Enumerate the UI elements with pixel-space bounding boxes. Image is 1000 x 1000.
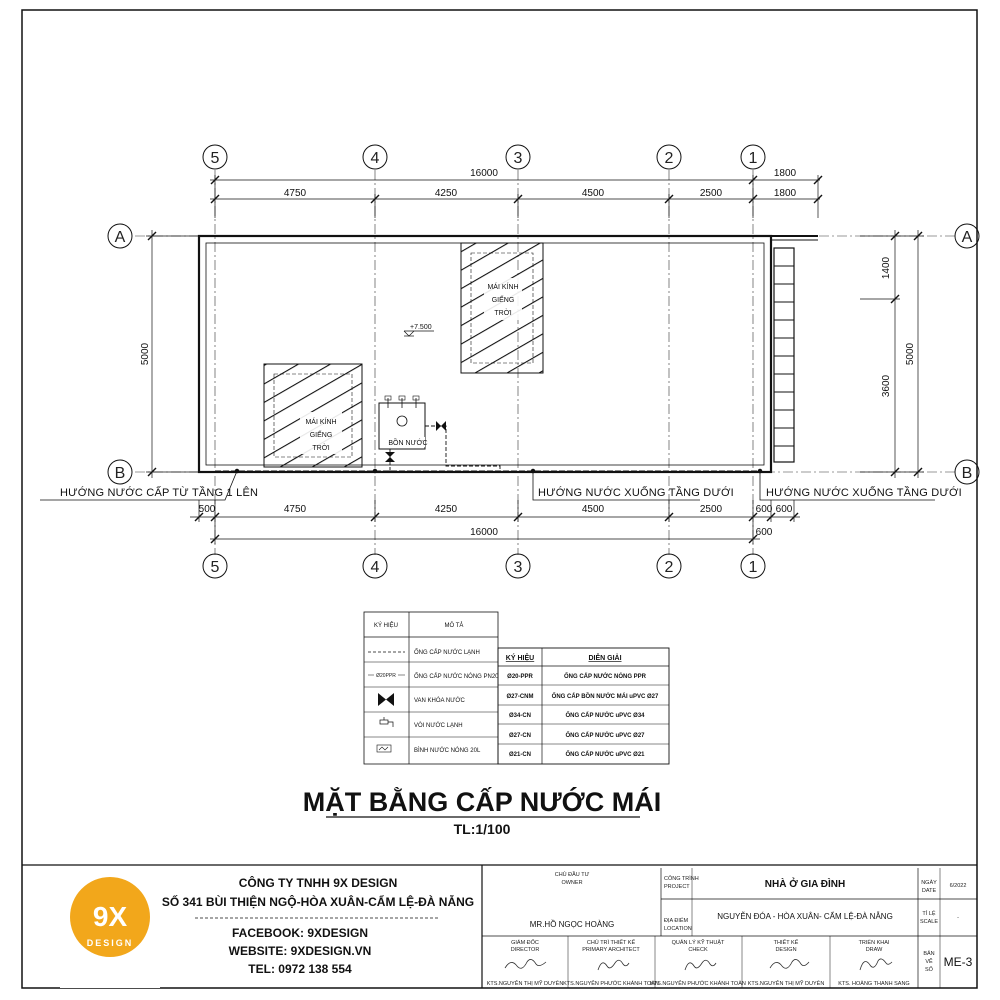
owner-label: CHỦ ĐẦU TƯ	[554, 872, 590, 878]
grid-bubble-4-top	[363, 145, 387, 169]
svg-text:HƯỚNG NƯỚC CẤP TỪ TẦNG 1 LÊN: HƯỚNG NƯỚC CẤP TỪ TẦNG 1 LÊN	[60, 487, 259, 499]
svg-text:3: 3	[513, 150, 523, 167]
grid-bubble-2-bottom	[657, 554, 681, 578]
svg-text:Ø34-CN: Ø34-CN	[508, 713, 532, 719]
svg-text:ỐNG CẤP NƯỚC uPVC Ø27: ỐNG CẤP NƯỚC uPVC Ø27	[565, 733, 645, 739]
location-label: ĐỊA ĐIỂM	[664, 918, 689, 924]
grid-bubble-b-left	[108, 460, 132, 484]
role-cell	[650, 939, 746, 987]
signature	[685, 960, 716, 970]
location-label-en: LOCATION	[664, 926, 692, 932]
svg-text:CHỦ TRÌ THIẾT KẾ: CHỦ TRÌ THIẾT KẾ	[586, 940, 636, 946]
svg-text:1: 1	[748, 559, 758, 576]
svg-text:B: B	[114, 465, 126, 482]
svg-text:A: A	[961, 229, 973, 246]
dim-top-right: 1800	[773, 168, 797, 179]
water-tank	[379, 396, 428, 449]
project-label-en: PROJECT	[664, 884, 690, 890]
svg-text:9X: 9X	[92, 901, 128, 932]
grid-bubble-b-right	[955, 460, 979, 484]
owner-name: MR.HỒ NGỌC HOÀNG	[529, 920, 615, 929]
pipe-header-desc: DIỄN GIẢI	[588, 655, 622, 662]
svg-text:B: B	[961, 465, 973, 482]
dim-bottom-seg: 600	[755, 504, 773, 515]
sheet-border	[22, 10, 977, 988]
svg-text:ỐNG CẤP NƯỚC uPVC Ø34: ỐNG CẤP NƯỚC uPVC Ø34	[565, 713, 645, 719]
svg-text:MÁI KÍNH: MÁI KÍNH	[305, 419, 337, 426]
project-label: CÔNG TRÌNH	[664, 876, 699, 882]
dim-top-total: 16000	[470, 168, 498, 179]
svg-text:TRỜI: TRỜI	[494, 310, 512, 317]
date-value: 6/2022	[949, 883, 967, 889]
sheet-label: VẼ	[925, 959, 933, 965]
svg-text:KTS. HOÀNG THANH SANG: KTS. HOÀNG THANH SANG	[838, 981, 910, 987]
svg-text:+7.500: +7.500	[410, 324, 432, 331]
svg-text:BÌNH NƯỚC NÓNG 20L: BÌNH NƯỚC NÓNG 20L	[414, 748, 481, 754]
dim-top-seg: 4250	[434, 188, 458, 199]
signature	[770, 959, 809, 968]
svg-text:Ø20-PPR: Ø20-PPR	[507, 674, 533, 680]
svg-text:BỒN NƯỚC: BỒN NƯỚC	[388, 440, 428, 447]
role-cell	[563, 939, 659, 987]
company-name: CÔNG TY TNHH 9X DESIGN	[238, 876, 398, 890]
skylight-lower	[264, 364, 362, 467]
flow-arrow-mid	[533, 471, 734, 500]
scale-label: TỈ LỆ	[922, 911, 936, 917]
dim-bottom-seg: 4750	[283, 504, 307, 515]
svg-text:Ø21-CN: Ø21-CN	[508, 752, 532, 758]
svg-text:5: 5	[210, 559, 220, 576]
dim-right-upper: 1400	[881, 256, 892, 280]
drawing-scale: TL:1/100	[453, 821, 511, 837]
elevation-mark	[404, 324, 434, 336]
svg-text:HƯỚNG NƯỚC XUỐNG TẦNG DƯỚI: HƯỚNG NƯỚC XUỐNG TẦNG DƯỚI	[538, 487, 734, 499]
grid-bubbles-bottom	[203, 554, 765, 578]
flow-arrow-right	[760, 471, 962, 500]
svg-text:4: 4	[370, 559, 380, 576]
grid-bubble-3-top	[506, 145, 530, 169]
svg-text:VÒI NƯỚC LẠNH: VÒI NƯỚC LẠNH	[414, 723, 463, 729]
svg-text:PRIMARY ARCHITECT: PRIMARY ARCHITECT	[582, 947, 640, 953]
dim-top-seg: 4500	[581, 188, 605, 199]
hot-pipe-symbol: Ø20PPR	[376, 673, 396, 679]
svg-text:GIÁM ĐỐC: GIÁM ĐỐC	[511, 940, 539, 946]
valve-icon	[378, 693, 394, 706]
svg-text:3: 3	[513, 559, 523, 576]
company-facebook: FACEBOOK: 9XDESIGN	[231, 926, 369, 940]
company-phone: TEL: 0972 138 554	[248, 962, 352, 976]
dim-right-lower: 3600	[881, 374, 892, 398]
dim-bottom-seg: 600	[775, 504, 793, 515]
dim-top-seg: 2500	[699, 188, 723, 199]
dim-right-total: 5000	[905, 342, 916, 366]
svg-text:GIẾNG: GIẾNG	[491, 297, 515, 304]
dim-bottom-seg: 500	[198, 504, 216, 515]
pipe-header-symbol: KÝ HIỆU	[505, 655, 535, 662]
svg-text:DESIGN: DESIGN	[86, 938, 134, 948]
valve-icon	[436, 421, 446, 431]
role-cell	[838, 939, 909, 987]
dim-bottom-total: 16000	[470, 527, 498, 538]
grid-bubble-1-top	[741, 145, 765, 169]
svg-text:2: 2	[664, 559, 674, 576]
dim-bottom-seg: 4500	[581, 504, 605, 515]
svg-text:A: A	[114, 229, 126, 246]
svg-text:TRIỂN KHAI: TRIỂN KHAI	[858, 940, 890, 946]
svg-text:4: 4	[370, 150, 380, 167]
svg-text:KTS.NGUYỄN THỊ MỸ DUYÊN: KTS.NGUYỄN THỊ MỸ DUYÊN	[747, 981, 825, 987]
role-cell	[748, 939, 825, 987]
svg-text:DRAW: DRAW	[865, 947, 883, 953]
grid-bubble-a-right	[955, 224, 979, 248]
date-label-en: DATE	[921, 888, 937, 894]
grid-bubble-4-bottom	[363, 554, 387, 578]
svg-text:ỐNG CẤP BỒN NƯỚC MÁI uPVC Ø27: ỐNG CẤP BỒN NƯỚC MÁI uPVC Ø27	[551, 694, 659, 700]
svg-text:2: 2	[664, 150, 674, 167]
svg-text:ỐNG CẤP NƯỚC uPVC Ø21: ỐNG CẤP NƯỚC uPVC Ø21	[565, 752, 645, 758]
dim-top-seg: 1800	[773, 188, 797, 199]
svg-text:KTS.NGUYỄN PHƯỚC KHÁNH TOÀN: KTS.NGUYỄN PHƯỚC KHÁNH TOÀN	[563, 981, 659, 987]
svg-text:Ø27-CN: Ø27-CN	[508, 733, 532, 739]
sheet-number: ME-3	[943, 955, 973, 969]
grid-bubble-5-top	[203, 145, 227, 169]
svg-text:TRỜI: TRỜI	[312, 445, 330, 452]
dim-left-height: 5000	[140, 342, 151, 366]
faucet-icon	[380, 717, 393, 727]
dim-bottom-right: 600	[755, 527, 773, 538]
svg-text:DESIGN: DESIGN	[775, 947, 797, 953]
svg-text:MÁI KÍNH: MÁI KÍNH	[487, 284, 519, 291]
owner-label-en: OWNER	[561, 880, 583, 886]
svg-text:1: 1	[748, 150, 758, 167]
date-label: NGÀY	[921, 880, 937, 886]
project-name: NHÀ Ở GIA ĐÌNH	[764, 879, 846, 890]
grid-bubble-2-top	[657, 145, 681, 169]
signature	[598, 960, 629, 970]
legend-header-symbol: KÝ HIỆU	[373, 623, 399, 629]
svg-text:KTS.NGUYỄN THỊ MỸ DUYÊN: KTS.NGUYỄN THỊ MỸ DUYÊN	[486, 981, 564, 987]
legend-header-desc: MÔ TẢ	[444, 623, 464, 629]
svg-text:GIẾNG: GIẾNG	[309, 432, 333, 439]
drawing-title: MẶT BẰNG CẤP NƯỚC MÁI	[302, 787, 662, 817]
pipe-table	[498, 648, 669, 764]
grid-bubble-3-bottom	[506, 554, 530, 578]
svg-text:KTS.NGUYỄN PHƯỚC KHÁNH TOÀN: KTS.NGUYỄN PHƯỚC KHÁNH TOÀN	[650, 981, 746, 987]
dim-bottom-seg: 4250	[434, 504, 458, 515]
sheet-label: BẢN	[923, 951, 935, 957]
grid-bubble-a-left	[108, 224, 132, 248]
svg-text:ỐNG CẤP NƯỚC NÓNG PN20: ỐNG CẤP NƯỚC NÓNG PN20	[414, 674, 499, 680]
svg-text:ỐNG CẤP NƯỚC NÓNG PPR: ỐNG CẤP NƯỚC NÓNG PPR	[564, 674, 646, 680]
grid-bubble-5-bottom	[203, 554, 227, 578]
svg-text:CHECK: CHECK	[688, 947, 708, 953]
company-website: WEBSITE: 9XDESIGN.VN	[228, 944, 372, 958]
svg-text:ỐNG CẤP NƯỚC LẠNH: ỐNG CẤP NƯỚC LẠNH	[414, 650, 480, 656]
svg-text:THIẾT KẾ: THIẾT KẾ	[773, 940, 799, 946]
svg-text:QUẢN LÝ KỸ THUẬT: QUẢN LÝ KỸ THUẬT	[671, 940, 725, 946]
heater-icon	[377, 745, 391, 752]
sheet-label: SỐ	[925, 967, 933, 973]
dimensions-left	[146, 230, 200, 478]
grid-bubble-1-bottom	[741, 554, 765, 578]
svg-text:VAN KHÓA NƯỚC: VAN KHÓA NƯỚC	[414, 698, 465, 704]
svg-text:HƯỚNG NƯỚC XUỐNG TẦNG DƯỚI: HƯỚNG NƯỚC XUỐNG TẦNG DƯỚI	[766, 487, 962, 499]
svg-text:5: 5	[210, 150, 220, 167]
dim-bottom-seg: 2500	[699, 504, 723, 515]
skylight-upper	[461, 243, 543, 373]
valve-icon	[385, 452, 395, 462]
company-address: SỐ 341 BÙI THIỆN NGỘ-HÒA XUÂN-CẨM LỆ-ĐÀ NẴNG	[161, 895, 475, 909]
svg-text:Ø27-CNM: Ø27-CNM	[506, 694, 534, 700]
scale-value: -	[957, 915, 959, 921]
grid-bubbles-top	[203, 145, 765, 169]
role-cell	[487, 939, 564, 987]
legend-table	[364, 612, 499, 764]
signature	[860, 959, 892, 970]
signature	[505, 959, 546, 968]
project-location: NGUYỄN ĐÓA - HÒA XUÂN- CẨM LỆ-ĐÀ NẴNG	[717, 912, 893, 921]
svg-text:DIRECTOR: DIRECTOR	[510, 947, 540, 953]
dim-top-seg: 4750	[283, 188, 307, 199]
scale-label-en: SCALE	[919, 919, 939, 925]
